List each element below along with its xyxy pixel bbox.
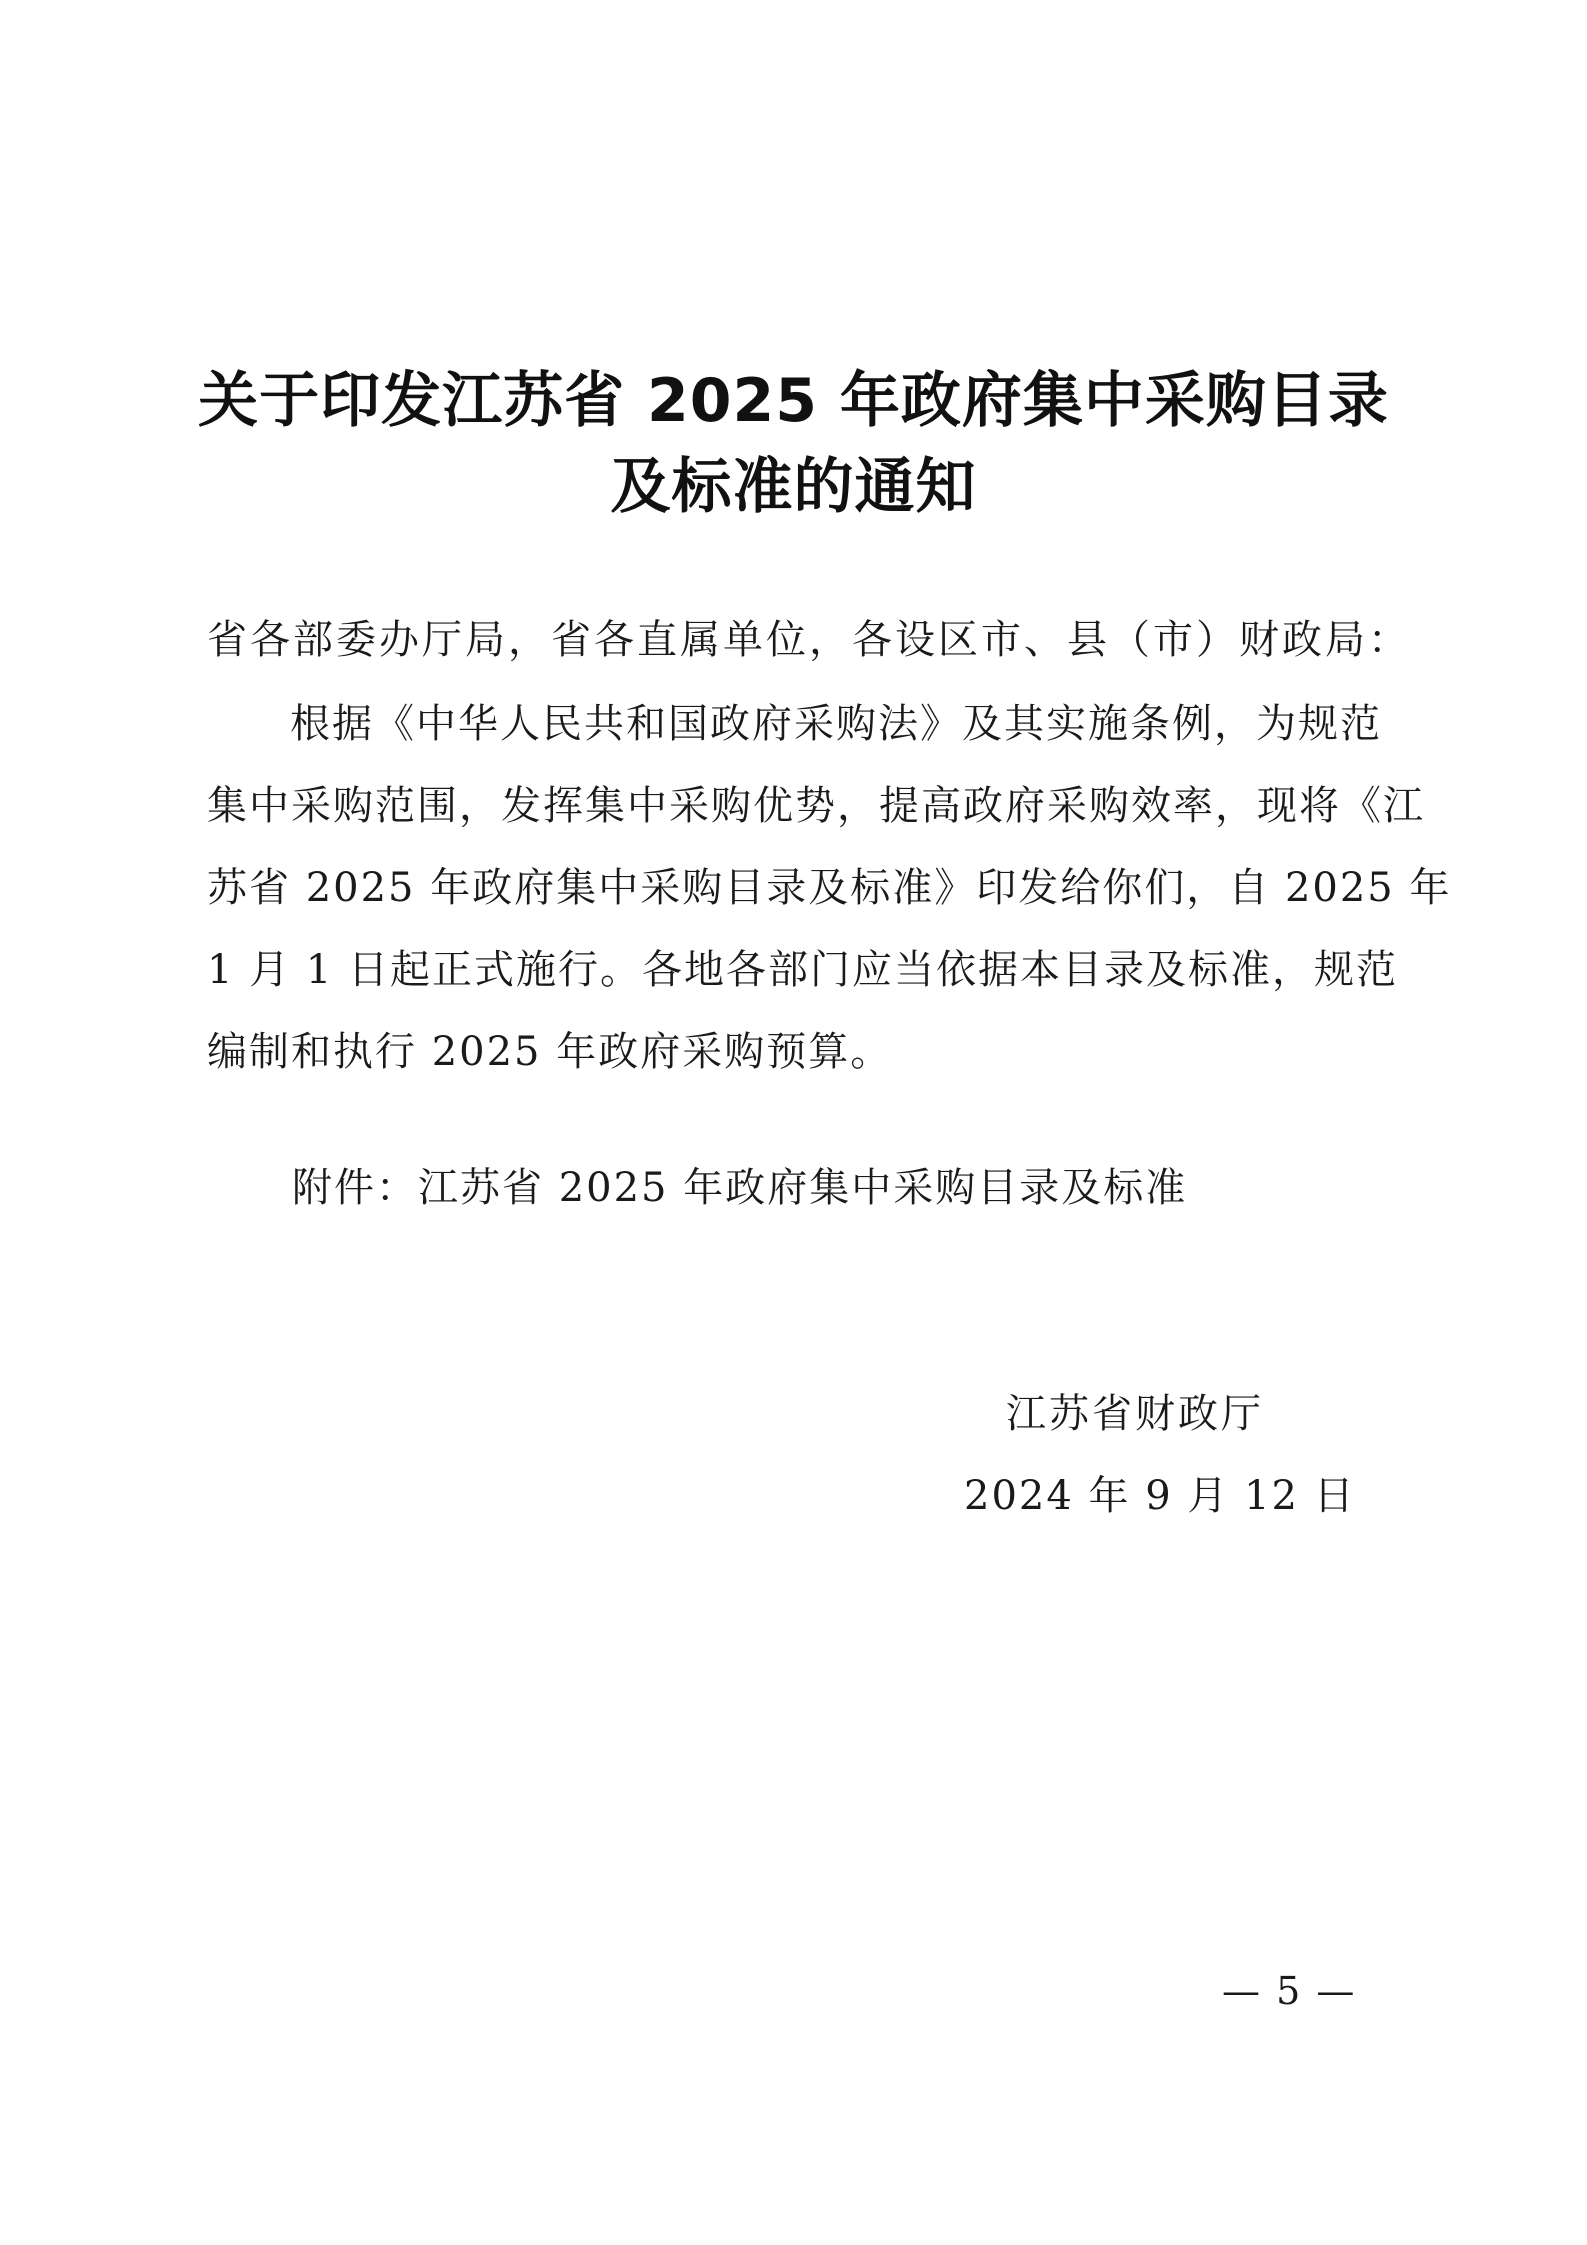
body-line: 1 月 1 日起正式施行。各地各部门应当依据本目录及标准，规范 — [207, 947, 1399, 993]
issuer-name: 江苏省财政厅 — [1006, 1391, 1264, 1437]
document-title-line-1: 关于印发江苏省 2025 年政府集中采购目录 — [198, 366, 1389, 436]
attachment-line: 附件：江苏省 2025 年政府集中采购目录及标准 — [292, 1165, 1188, 1211]
document-title-line-2: 及标准的通知 — [610, 452, 977, 522]
body-line: 根据《中华人民共和国政府采购法》及其实施条例，为规范 — [290, 701, 1382, 747]
issue-date: 2024 年 9 月 12 日 — [964, 1473, 1356, 1519]
body-line: 集中采购范围，发挥集中采购优势，提高政府采购效率，现将《江 — [207, 783, 1425, 829]
page-number: — 5 — — [1222, 1969, 1357, 2013]
body-line: 编制和执行 2025 年政府采购预算。 — [207, 1029, 893, 1075]
salutation: 省各部委办厅局，省各直属单位，各设区市、县（市）财政局： — [207, 617, 1411, 663]
body-line: 苏省 2025 年政府集中采购目录及标准》印发给你们，自 2025 年 — [207, 865, 1452, 911]
